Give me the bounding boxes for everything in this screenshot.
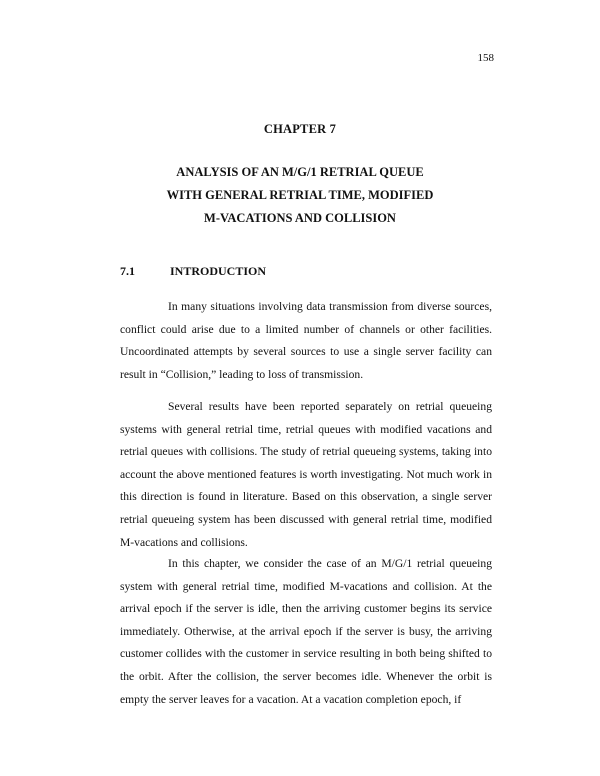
chapter-title-line: M-VACATIONS AND COLLISION [204,211,396,225]
section-heading [120,264,266,279]
chapter-label: CHAPTER 7 [263,122,337,136]
paragraph: In this chapter, we consider the case of an M/G/1 retrial queueing system with general retrial time, modified M-vacations and collision. At the arrival epoch if the server is idle, then the arriving customer begins its service immediately. Otherwise, at the arrival epoch if the server is busy, the arriving customer collides with the customer in service resulting in both being shifted to the orbit. After the collision, the server becomes idle. Whenever the orbit is empty the server leaves for a vacation. At a vacation completion epoch, if [120,557,492,706]
chapter-title [0,161,600,230]
section-title: INTRODUCTION [170,264,267,278]
paragraph: In many situations involving data transmission from diverse sources, conflict could arise due to a limited number of channels or other facilities. Uncoordinated attempts by several sources to use a single server facility can result in “Collision,” leading to loss of transmission. [120,300,492,381]
chapter-title-line: ANALYSIS OF AN M/G/1 RETRIAL QUEUE [176,165,424,179]
chapter-title-line: WITH GENERAL RETRIAL TIME, MODIFIED [166,188,434,202]
section-number: 7.1 [120,264,135,278]
paragraph: Several results have been reported separately on retrial queueing systems with general retrial time, retrial queues with modified vacations and retrial queues with collisions. The study of retrial queueing systems, taking into account the above mentioned features is worth investigating. Not much work in this direction is found in literature. Based on this observation, a single server retrial queueing system has been discussed with general retrial time, modified M-vacations and collisions. [120,400,492,549]
page-number: 158 [477,52,494,64]
